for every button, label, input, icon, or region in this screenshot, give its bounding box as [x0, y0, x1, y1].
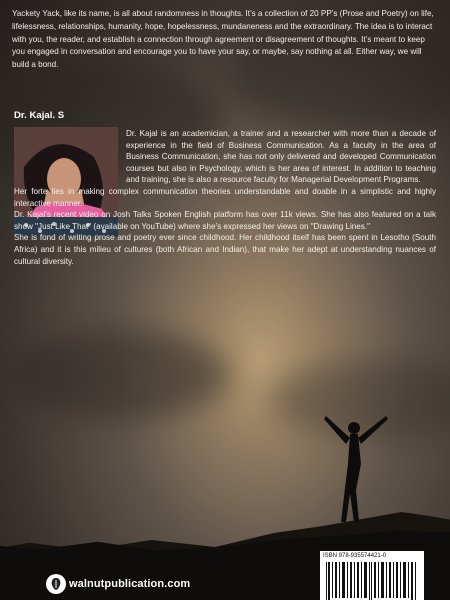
celebrating-person-silhouette: [312, 410, 392, 530]
publisher-name-main: walnutpublication: [69, 578, 165, 590]
publisher-brand: [46, 573, 190, 595]
publisher-name-suffix: .com: [164, 578, 191, 590]
author-bio-intro: Dr. Kajal is an academician, a trainer and a researcher with more than a decade of experience in the field of Business Communication. As a faculty in the area of Business Communication, she has not only delivered and developed Communication courses but also in Psychology, which is her area of interest. In addition to teaching and training, she is also a resource faculty for Managerial Development Programs.: [126, 129, 436, 185]
book-blurb: Yackety Yack, like its name, is all about randomness in thoughts. It’s a collection of 20 PP’s (Prose and Poetry) on life, lifelessness, relationships, humanity, hope, hopelessness, mundaneness and the extraordinary. The idea is to interact with you, the reader, and establish a connection through agreement or disagreement of thoughts. It’s meant to keep you engaged in conversation and encourage you to have your say, or maybe, say nothing at all. Either way, we will build a bond.: [12, 9, 434, 70]
publisher-name: [69, 578, 190, 590]
author-bio-paragraph: Her forte lies in making complex communication theories understandable and doable in a simplistic and highly interactive manner.: [14, 186, 436, 208]
walnut-logo-icon: [46, 574, 66, 594]
author-name: Dr. Kajal. S: [14, 110, 65, 121]
barcode-bars: [324, 562, 420, 600]
author-bio-paragraph: Dr. Kajal’s recent video on Josh Talks Spoken English platform has over 11k views. She has also featured on a talk show "Just Like That" (available on YouTube) where she’s expressed her views on "Drawing Lines.": [14, 210, 436, 231]
author-bio: [14, 128, 436, 267]
sky-cloud: [10, 330, 230, 420]
isbn-barcode: [320, 551, 424, 600]
isbn-number: ISBN 978-935574421-0: [323, 553, 387, 559]
author-bio-paragraph: She is fond of writing prose and poetry ever since childhood. Her childhood itself has been spent in Lesotho (South Africa) and it is this milieu of cultures (both African and Indian), that make her adept at understanding nuances of cultural diversity.: [14, 233, 436, 266]
